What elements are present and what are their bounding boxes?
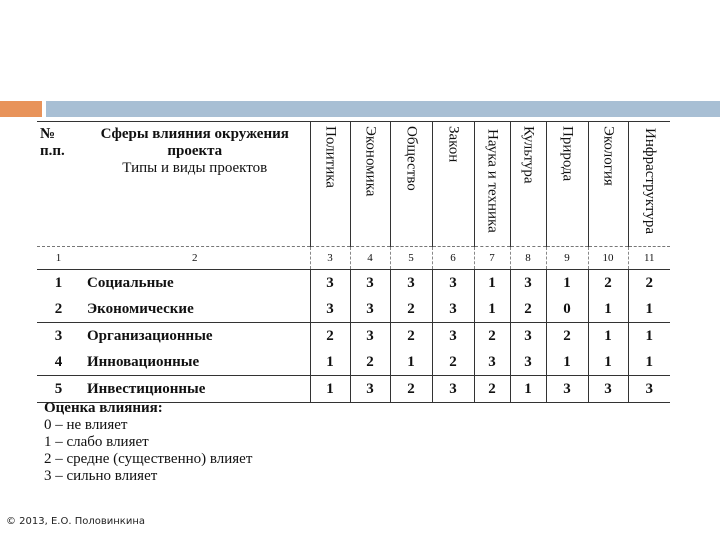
legend-line: 1 – слабо влияет [44, 434, 149, 450]
col-header-politics: Политика [310, 122, 350, 247]
col-header-culture: Культура [510, 122, 546, 247]
influence-table [37, 121, 670, 403]
col-header-science: Наука и техника [474, 122, 510, 247]
table-row: 5 Инвестиционные 1 3 2 3 2 1 3 3 3 [37, 376, 670, 403]
legend-title: Оценка влияния: [44, 400, 163, 416]
legend-line: 0 – не влияет [44, 417, 128, 433]
copyright-footer: © 2013, Е.О. Половинкина [6, 516, 145, 527]
col-number-header: № п.п. [37, 122, 80, 247]
col-header-society: Общество [390, 122, 432, 247]
col-header-nature: Природа [546, 122, 588, 247]
col-sphere-header: Сферы влияния окружения проекта Типы и виды проектов [80, 122, 310, 247]
table-row: 2 Экономические 3 3 2 3 1 2 0 1 1 [37, 296, 670, 323]
accent-bar-orange [0, 101, 42, 117]
table-row: 3 Организационные 2 3 2 3 2 3 2 1 1 [37, 323, 670, 350]
influence-legend [44, 400, 252, 485]
col-header-ecology: Экология [588, 122, 628, 247]
column-index-row: 1 2 3 4 5 6 7 8 9 10 11 [37, 247, 670, 270]
col-header-infrastructure: Инфраструктура [628, 122, 670, 247]
table-header-row [37, 122, 670, 247]
col-header-law: Закон [432, 122, 474, 247]
table-row: 1 Социальные 3 3 3 3 1 3 1 2 2 [37, 270, 670, 297]
accent-bar-blue [46, 101, 720, 117]
legend-line: 3 – сильно влияет [44, 468, 158, 484]
legend-line: 2 – средне (существенно) влияет [44, 451, 253, 467]
table-row: 4 Инновационные 1 2 1 2 3 3 1 1 1 [37, 349, 670, 376]
col-header-economy: Экономика [350, 122, 390, 247]
